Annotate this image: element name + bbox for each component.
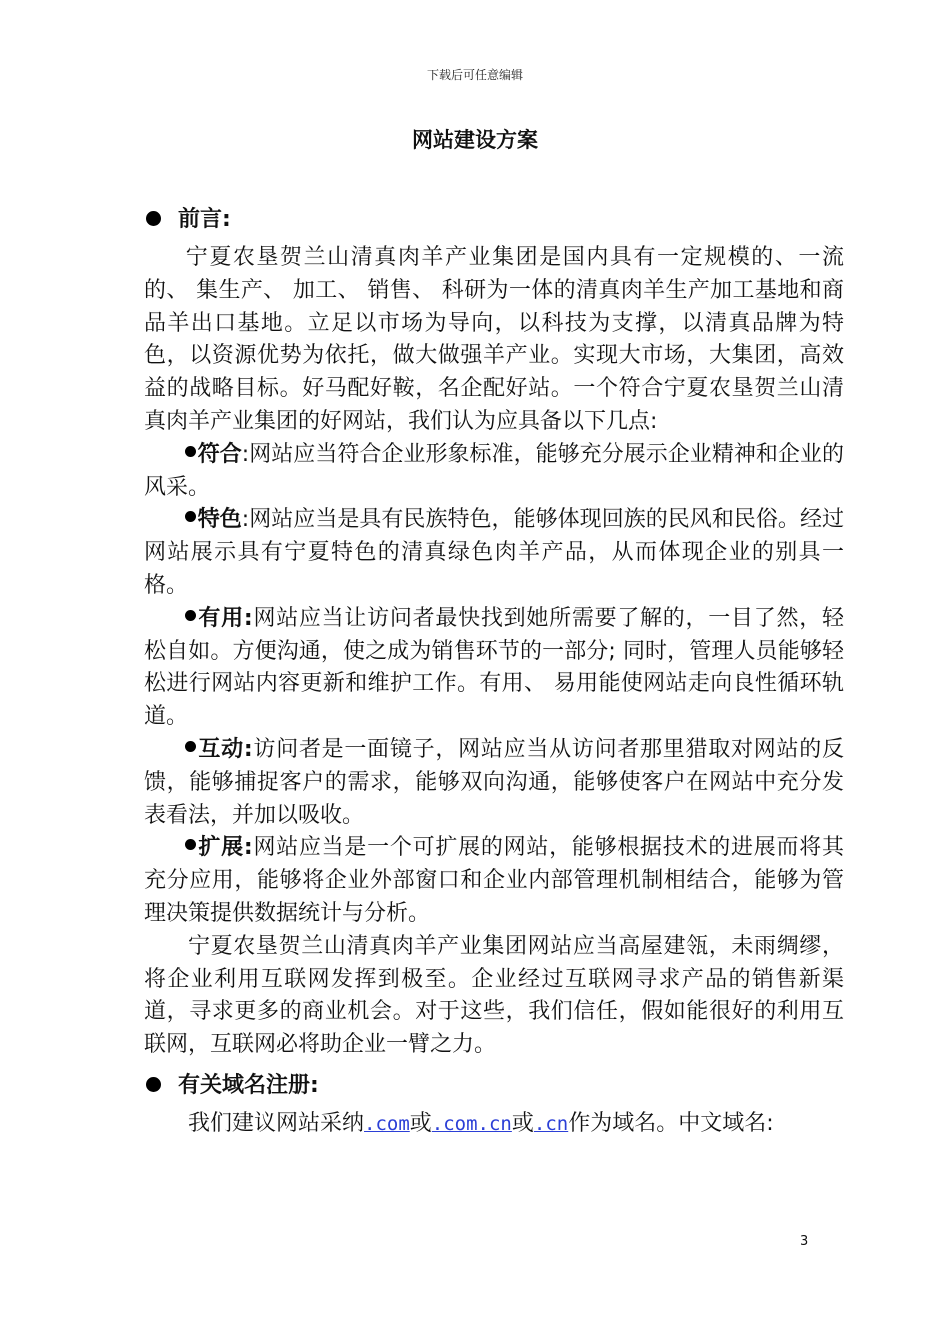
item-text: 网站应当是具有民族特色，能够体现回族的民风和民俗。经过网站展示具有宁夏特色的清真绿色肉羊产品，从而体现企业的别具一格。 — [144, 507, 844, 598]
item-label: 扩展: — [197, 835, 253, 861]
paragraph: 宁夏农垦贺兰山清真肉羊产业集团网站应当高屋建瓴，未雨绸缪，将企业利用互联网发挥到极至。企业经过互联网寻求产品的销售新渠道，寻求更多的商业机会。对于这些，我们信任，假如能很好的利用互联网，互联网必将助企业一臂之力。 — [144, 933, 844, 1058]
page-number: 3 — [800, 1234, 809, 1249]
bullet-icon — [185, 741, 196, 752]
bullet-icon — [185, 511, 196, 522]
domain-text: 作为域名。中文域名: — [568, 1110, 774, 1136]
item-text: 网站应当让访问者最快找到她所需要了解的，一目了然，轻松自如。方便沟通，使之成为销售环节的一部分; 同时，管理人员能够轻松进行网站内容更新和维护工作。有用、 易用能使网站走向良性循环轨道。 — [144, 605, 844, 730]
section-heading-domain — [144, 1064, 844, 1108]
item-text: 访问者是一面镜子，网站应当从访问者那里猎取对网站的反馈，能够捕捉客户的需求，能够双向沟通，能够使客户在网站中充分发表看法，并加以吸收。 — [144, 736, 844, 828]
list-item — [144, 603, 844, 734]
section-heading-text: 有关域名注册: — [178, 1072, 319, 1098]
domain-text: 我们建议网站采纳 — [188, 1110, 365, 1136]
domain-link-com-cn[interactable]: .com.cn — [431, 1112, 512, 1135]
list-item — [144, 734, 844, 832]
list-item — [144, 439, 844, 505]
bullet-icon — [185, 446, 196, 457]
domain-link-com[interactable]: .com — [364, 1112, 410, 1135]
bullet-icon — [146, 1077, 161, 1092]
document-title: 网站建设方案 — [412, 128, 538, 152]
page-header: 下载后可任意编辑 — [426, 68, 523, 82]
item-label: 有用: — [197, 605, 253, 631]
document-body — [144, 198, 844, 1141]
item-label: 特色 — [197, 507, 242, 533]
item-label: 互动: — [197, 736, 253, 762]
paragraph: 宁夏农垦贺兰山清真肉羊产业集团是国内具有一定规模的、一流的、 集生产、 加工、 销售、 科研为一体的清真肉羊生产加工基地和商品羊出口基地。立足以市场为导向，以科技为支撑，以清真品牌为特色，以资源优势为依托，做大做强羊产业。实现大市场，大集团，高效益的战略目标。好马配好鞍，名企配好站。一个符合宁夏农垦贺兰山清真肉羊产业集团的好网站，我们认为应具备以下几点: — [144, 245, 844, 434]
section-heading-text: 前言: — [178, 207, 231, 232]
item-label: 符合 — [197, 441, 242, 467]
domain-text: 或 — [409, 1110, 432, 1136]
item-separator: : — [241, 507, 250, 533]
item-separator: : — [241, 441, 250, 467]
domain-text: 或 — [511, 1110, 534, 1136]
item-text: 网站应当是一个可扩展的网站，能够根据技术的进展而将其充分应用，能够将企业外部窗口和企业内部管理机制相结合，能够为管理决策提供数据统计与分析。 — [144, 835, 844, 926]
bullet-icon — [185, 839, 196, 850]
bullet-icon — [185, 610, 196, 621]
list-item — [144, 832, 844, 930]
domain-link-cn[interactable]: .cn — [533, 1112, 569, 1135]
list-item — [144, 504, 844, 602]
bullet-icon — [146, 211, 161, 226]
section-heading-preface — [144, 198, 844, 242]
paragraph-domain — [144, 1108, 844, 1141]
item-text: 网站应当符合企业形象标准，能够充分展示企业精神和企业的风采。 — [144, 441, 844, 500]
